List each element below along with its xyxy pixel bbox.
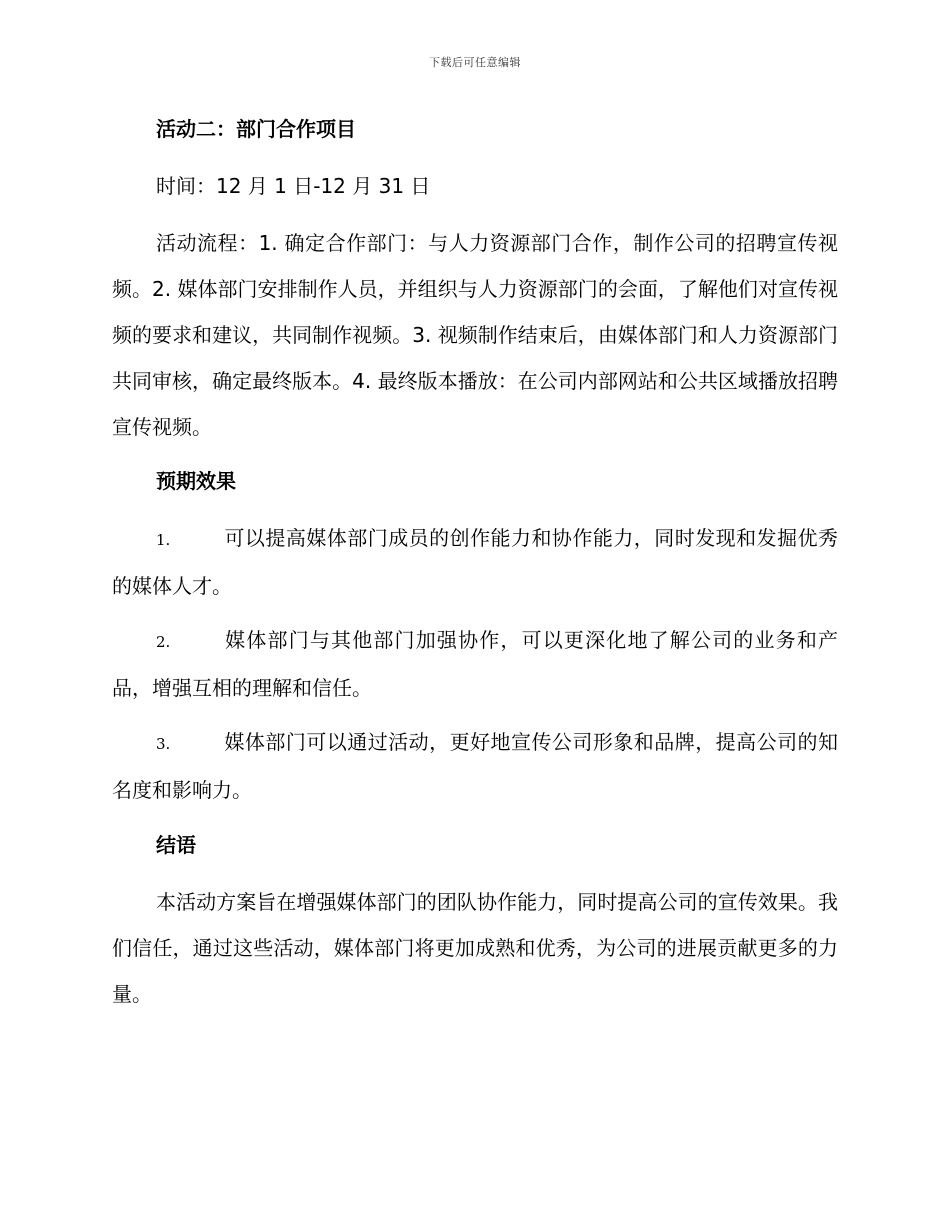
- effect-text: 媒体部门与其他部门加强协作，可以更深化地了解公司的业务和产品，增强互相的理解和信任。: [112, 628, 838, 700]
- effects-heading: 预期效果: [156, 469, 236, 493]
- effect-item-3: [112, 719, 838, 813]
- effect-text: 媒体部门可以通过活动，更好地宣传公司形象和品牌，提高公司的知名度和影响力。: [112, 730, 838, 802]
- effect-text: 可以提高媒体部门成员的创作能力和协作能力，同时发现和发掘优秀的媒体人才。: [112, 526, 838, 598]
- effect-item-2: [112, 617, 838, 711]
- effect-number: 1.: [156, 531, 171, 549]
- page-header-note: 下载后可任意编辑: [429, 56, 521, 69]
- process-paragraph: 活动流程：1. 确定合作部门：与人力资源部门合作，制作公司的招聘宣传视频。2. 媒体部门安排制作人员，并组织与人力资源部门的会面，了解他们对宣传视频的要求和建议，共同制作视频。3. 视频制作结束后，由媒体部门和人力资源部门共同审核，确定最终版本。4. 最终版本播放：在公司内部网站和公共区域播放招聘宣传视频。: [112, 231, 838, 439]
- conclusion-heading: 结语: [156, 833, 196, 857]
- time-line: 时间：12 月 1 日-12 月 31 日: [156, 174, 431, 198]
- activity-title: 活动二：部门合作项目: [156, 117, 356, 141]
- effect-number: 3.: [156, 735, 171, 753]
- effect-number: 2.: [156, 633, 171, 651]
- effect-item-1: [112, 515, 838, 609]
- conclusion-paragraph: 本活动方案旨在增强媒体部门的团队协作能力，同时提高公司的宣传效果。我们信任，通过这些活动，媒体部门将更加成熟和优秀，为公司的进展贡献更多的力量。: [112, 890, 838, 1006]
